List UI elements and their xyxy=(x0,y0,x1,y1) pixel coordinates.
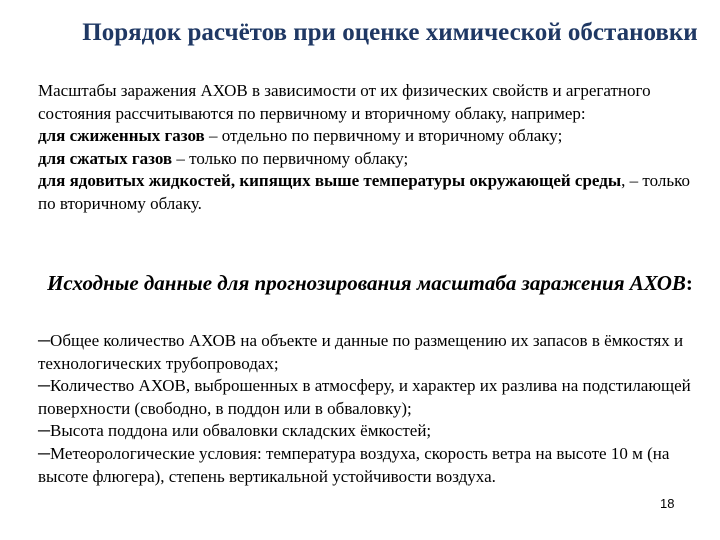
list-item: ─Количество АХОВ, выброшенных в атмосферу, и характер их разлива на подстилающей поверхности (свободно, в поддон или в обваловку); xyxy=(38,376,691,418)
intro-paragraph: Масштабы заражения АХОВ в зависимости от их физических свойств и агрегатного состояния рассчитываются по первичному и вторичному облаку, например: xyxy=(38,81,651,123)
list-item: ─Общее количество АХОВ на объекте и данные по размещению их запасов в ёмкостях и технологических трубопроводах; xyxy=(38,331,684,373)
list-item: ─Высота поддона или обваловки складских ёмкостей; xyxy=(38,421,432,441)
source-data-list xyxy=(38,330,704,488)
intro-item-term: для ядовитых жидкостей, кипящих выше температуры окружающей среды xyxy=(38,171,622,190)
intro-item-liquefied-gases xyxy=(38,125,702,148)
intro-item-toxic-liquids xyxy=(38,170,702,215)
intro-item-text: – отдельно по первичному и вторичному облаку; xyxy=(204,126,563,145)
intro-item-text: – только по первичному облаку; xyxy=(172,148,409,168)
intro-item-compressed-gases xyxy=(38,148,702,171)
section-subtitle xyxy=(38,270,702,296)
intro-block xyxy=(38,80,702,215)
page-number: 18 xyxy=(660,496,675,511)
intro-item-term: для сжатых газов xyxy=(38,148,173,168)
section-subtitle-text: Исходные данные для прогнозирования масштаба заражения АХОВ xyxy=(47,271,686,295)
section-subtitle-colon: : xyxy=(685,271,693,295)
slide-title: Порядок расчётов при оценке химической обстановки xyxy=(82,19,698,46)
intro-item-term: для сжиженных газов xyxy=(38,126,205,145)
intro-item-text: , – только по вторичному облаку. xyxy=(38,171,690,213)
list-item: ─Метеорологические условия: температура воздуха, скорость ветра на высоте 10 м (на высоте флюгера), степень вертикальной устойчивости воздуха. xyxy=(38,443,670,486)
